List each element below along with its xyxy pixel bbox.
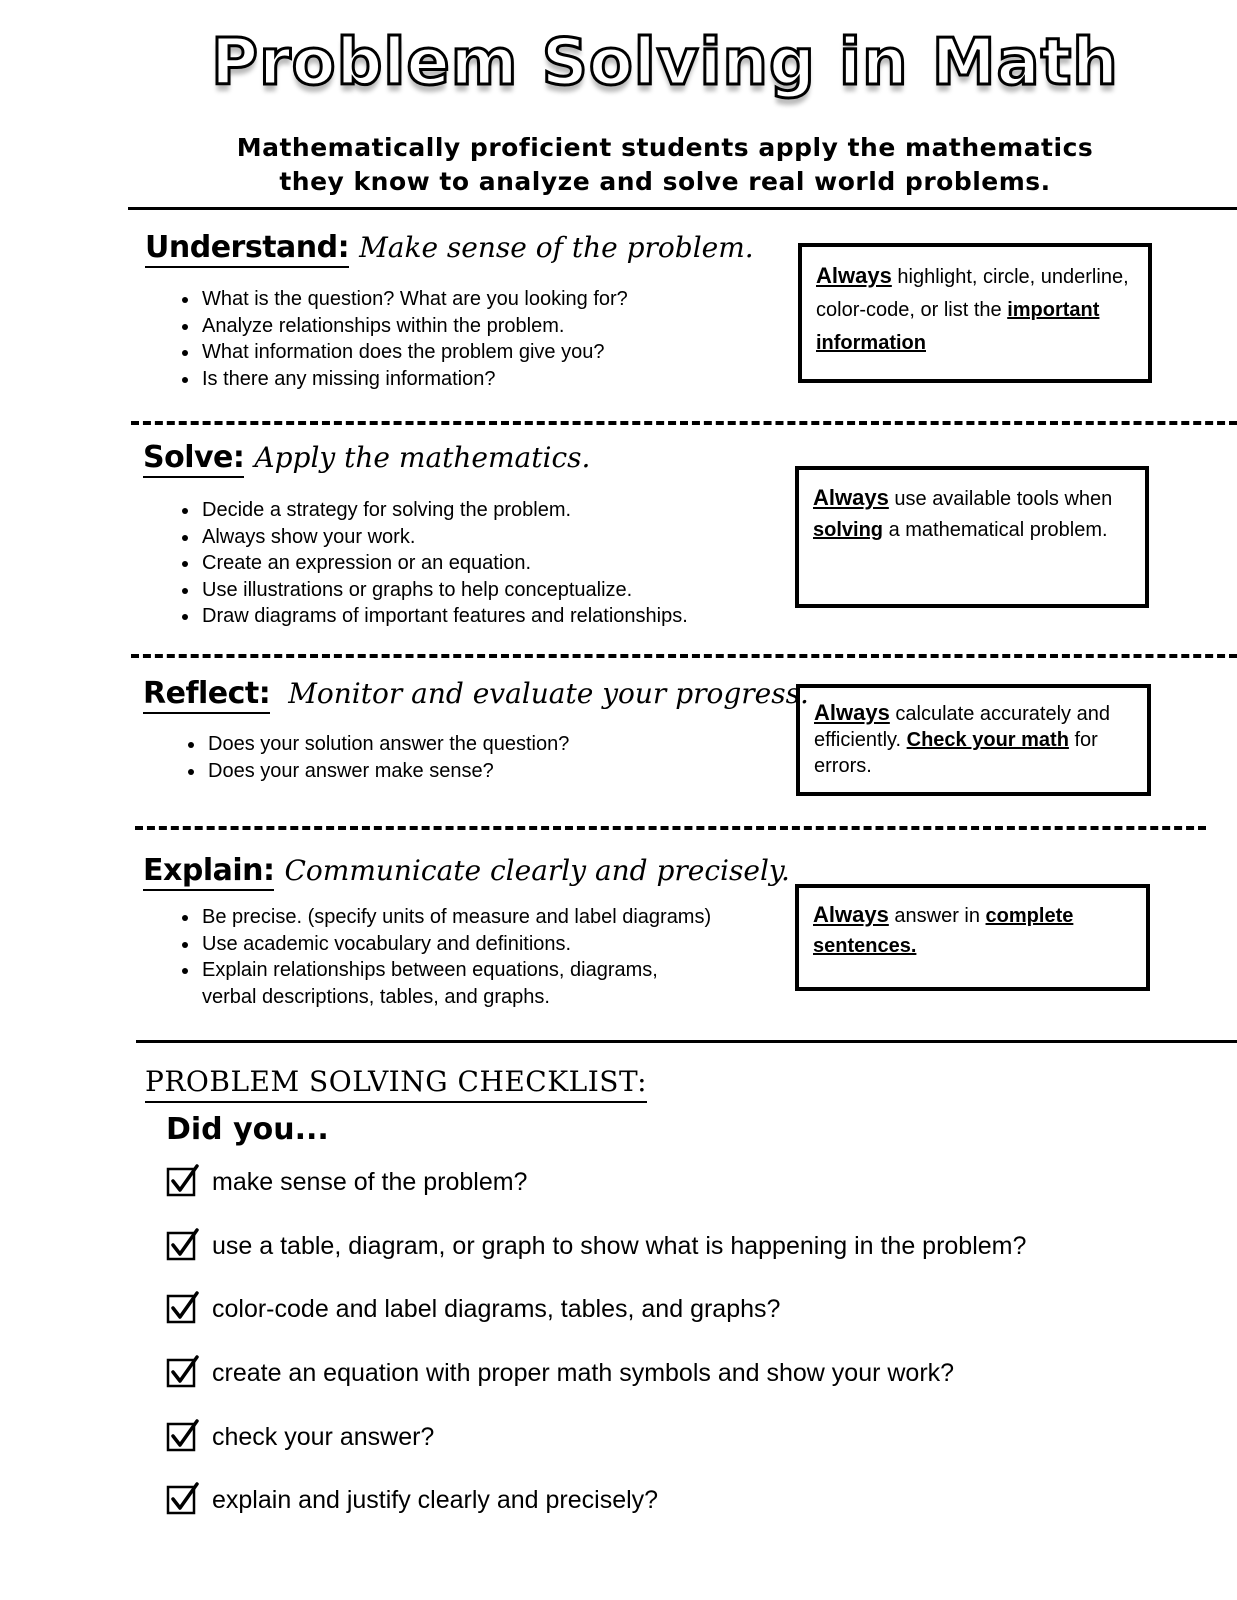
- explain-subtitle: Communicate clearly and precisely.: [284, 854, 790, 887]
- understand-tip-box: [798, 243, 1152, 383]
- checked-box-icon: [166, 1163, 200, 1197]
- list-item: • Use illustrations or graphs to help conceptualize.: [200, 577, 688, 604]
- page-subtitle: [0, 131, 1237, 199]
- solve-heading: [143, 440, 590, 490]
- checklist-title: PROBLEM SOLVING CHECKLIST:: [145, 1063, 647, 1103]
- understand-heading: [145, 230, 754, 280]
- section-divider: [135, 826, 1206, 830]
- explain-points: [176, 904, 760, 1010]
- list-item: • What is the question? What are you looking for?: [200, 286, 628, 313]
- list-item: • Be precise. (specify units of measure and label diagrams): [200, 904, 760, 931]
- tip-text: use available tools when: [888, 488, 1113, 510]
- tip-emphasis: Check your math: [906, 729, 1069, 751]
- tip-always: Always: [814, 700, 890, 725]
- solve-keyword: Solve:: [143, 440, 244, 478]
- list-item: • Does your solution answer the question?: [206, 731, 569, 758]
- subtitle-line-1: Mathematically proficient students apply the mathematics: [236, 133, 1094, 162]
- checked-box-icon: [166, 1227, 200, 1261]
- subtitle-line-2: they know to analyze and solve real world problems.: [279, 167, 1051, 196]
- explain-tip-box: [795, 884, 1150, 991]
- checked-box-icon: [166, 1481, 200, 1515]
- page-title: Problem Solving in Math: [211, 26, 1119, 100]
- list-item: • Analyze relationships within the problem.: [200, 313, 628, 340]
- checklist-item-text: check your answer?: [212, 1423, 435, 1451]
- tip-always: Always: [813, 485, 889, 510]
- checklist-prompt: Did you...: [166, 1112, 329, 1147]
- tip-emphasis: complete sentences.: [813, 905, 1074, 957]
- tip-text-end: for errors.: [814, 729, 1098, 777]
- list-item: • Does your answer make sense?: [206, 758, 569, 785]
- checklist-item-text: explain and justify clearly and precisely?: [212, 1486, 659, 1514]
- reflect-points: [180, 731, 569, 784]
- checked-box-icon: [166, 1418, 200, 1452]
- section-divider: [131, 421, 1237, 425]
- tip-text: calculate accurately and efficiently.: [814, 703, 1110, 751]
- list-item: • Use academic vocabulary and definitions.: [200, 931, 760, 958]
- list-item: • Is there any missing information?: [200, 366, 628, 393]
- tip-text: highlight, circle, underline, color-code, or list the: [816, 266, 1129, 321]
- solve-points: [176, 497, 688, 630]
- checklist-item-text: use a table, diagram, or graph to show what is happening in the problem?: [212, 1232, 1027, 1260]
- reflect-keyword: Reflect:: [143, 676, 270, 714]
- tip-always: Always: [813, 902, 889, 927]
- list-item: • Decide a strategy for solving the problem.: [200, 497, 688, 524]
- solve-subtitle: Apply the mathematics.: [254, 441, 591, 474]
- understand-keyword: Understand:: [145, 230, 349, 268]
- tip-text-end: a mathematical problem.: [883, 519, 1108, 541]
- checked-box-icon: [166, 1354, 200, 1388]
- tip-text: answer in: [888, 905, 986, 927]
- explain-heading: [143, 853, 790, 903]
- list-item: • What information does the problem give you?: [200, 339, 628, 366]
- explain-keyword: Explain:: [143, 853, 274, 891]
- checklist-item-text: color-code and label diagrams, tables, and graphs?: [212, 1295, 781, 1323]
- understand-points: [176, 286, 628, 392]
- tip-always: Always: [816, 263, 892, 288]
- header-divider: [128, 207, 1237, 210]
- checked-box-icon: [166, 1290, 200, 1324]
- reflect-heading: [143, 676, 809, 726]
- reflect-tip-box: [796, 684, 1151, 796]
- list-item: • Explain relationships between equations, diagrams, verbal descriptions, tables, and graphs.: [200, 957, 712, 1010]
- list-item: • Always show your work.: [200, 524, 688, 551]
- solve-tip-box: [795, 466, 1149, 608]
- tip-emphasis: solving: [813, 519, 884, 541]
- checklist-item-text: make sense of the problem?: [212, 1168, 528, 1196]
- list-item: • Create an expression or an equation.: [200, 550, 688, 577]
- checklist-item-text: create an equation with proper math symbols and show your work?: [212, 1359, 955, 1387]
- checklist-divider: [136, 1040, 1237, 1043]
- list-item: • Draw diagrams of important features and relationships.: [200, 603, 688, 630]
- understand-subtitle: Make sense of the problem.: [359, 231, 754, 264]
- section-divider: [131, 654, 1237, 658]
- tip-emphasis: important information: [816, 299, 1100, 354]
- reflect-subtitle: Monitor and evaluate your progress.: [288, 677, 809, 710]
